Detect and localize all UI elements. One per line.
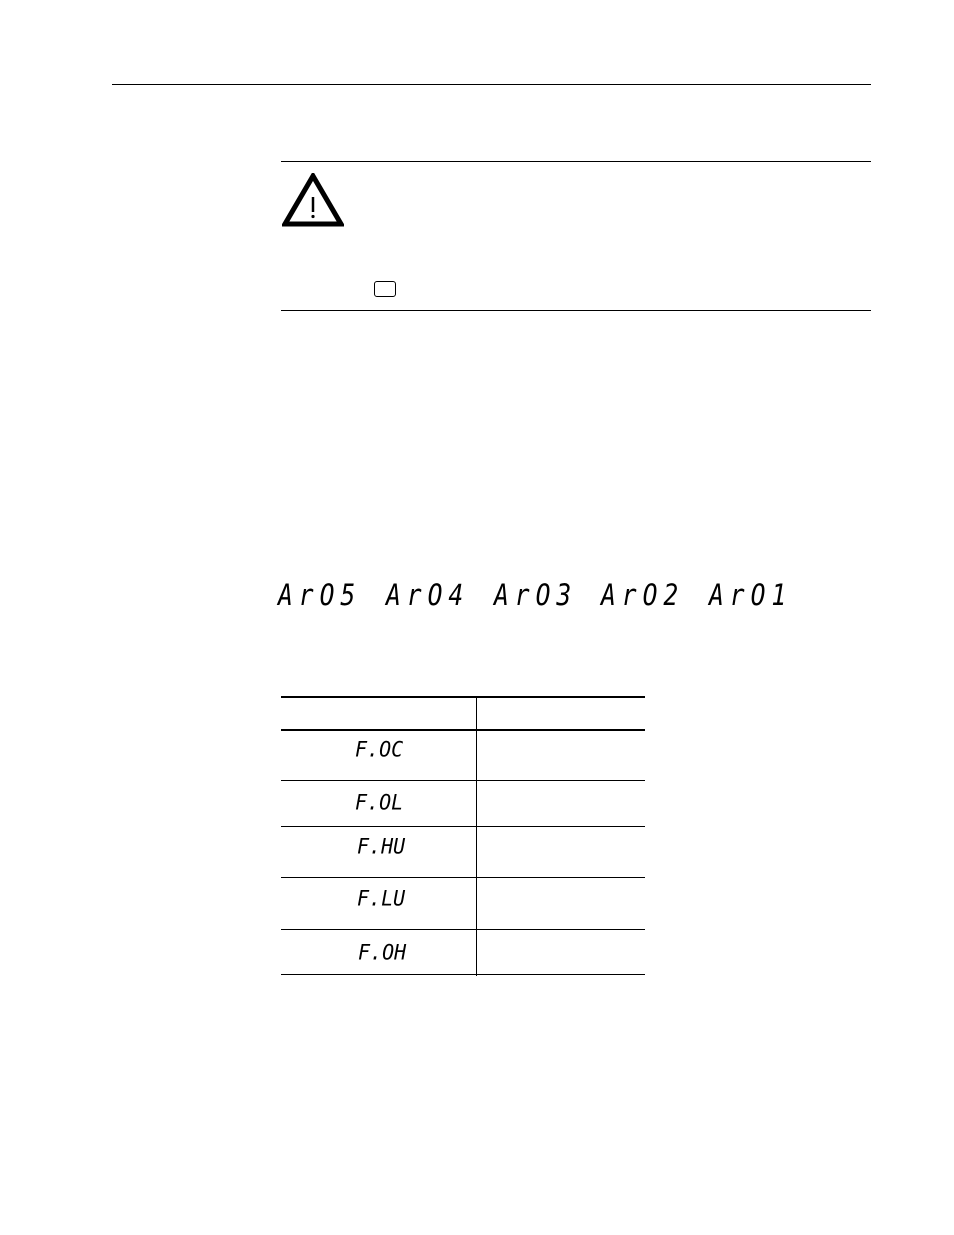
alarm-code: ArO4 — [386, 578, 470, 612]
alarm-codes-row — [278, 578, 838, 618]
alarm-code: ArO2 — [601, 578, 685, 612]
warning-top-rule — [281, 161, 871, 162]
fault-code: F.OH — [358, 939, 407, 965]
table-row — [281, 781, 645, 826]
table-bottom-rule — [281, 974, 645, 975]
fault-code: F.HU — [357, 833, 406, 859]
fault-code: F.OL — [355, 789, 404, 815]
table-row — [281, 827, 645, 877]
warning-block — [281, 161, 871, 311]
table-row — [281, 731, 645, 780]
fault-code: F.OC — [355, 736, 404, 762]
page-header-rule — [112, 84, 871, 85]
fault-code: F.LU — [357, 885, 406, 911]
table-row — [281, 878, 645, 929]
warning-bottom-rule — [281, 310, 871, 311]
table-row — [281, 930, 645, 974]
warning-triangle-icon — [282, 173, 344, 227]
alarm-code: ArO5 — [278, 578, 362, 612]
key-button-icon — [374, 281, 396, 297]
table-top-rule — [281, 696, 645, 698]
alarm-code: ArO3 — [494, 578, 578, 612]
fault-table — [281, 696, 645, 976]
alarm-code: ArO1 — [709, 578, 793, 612]
